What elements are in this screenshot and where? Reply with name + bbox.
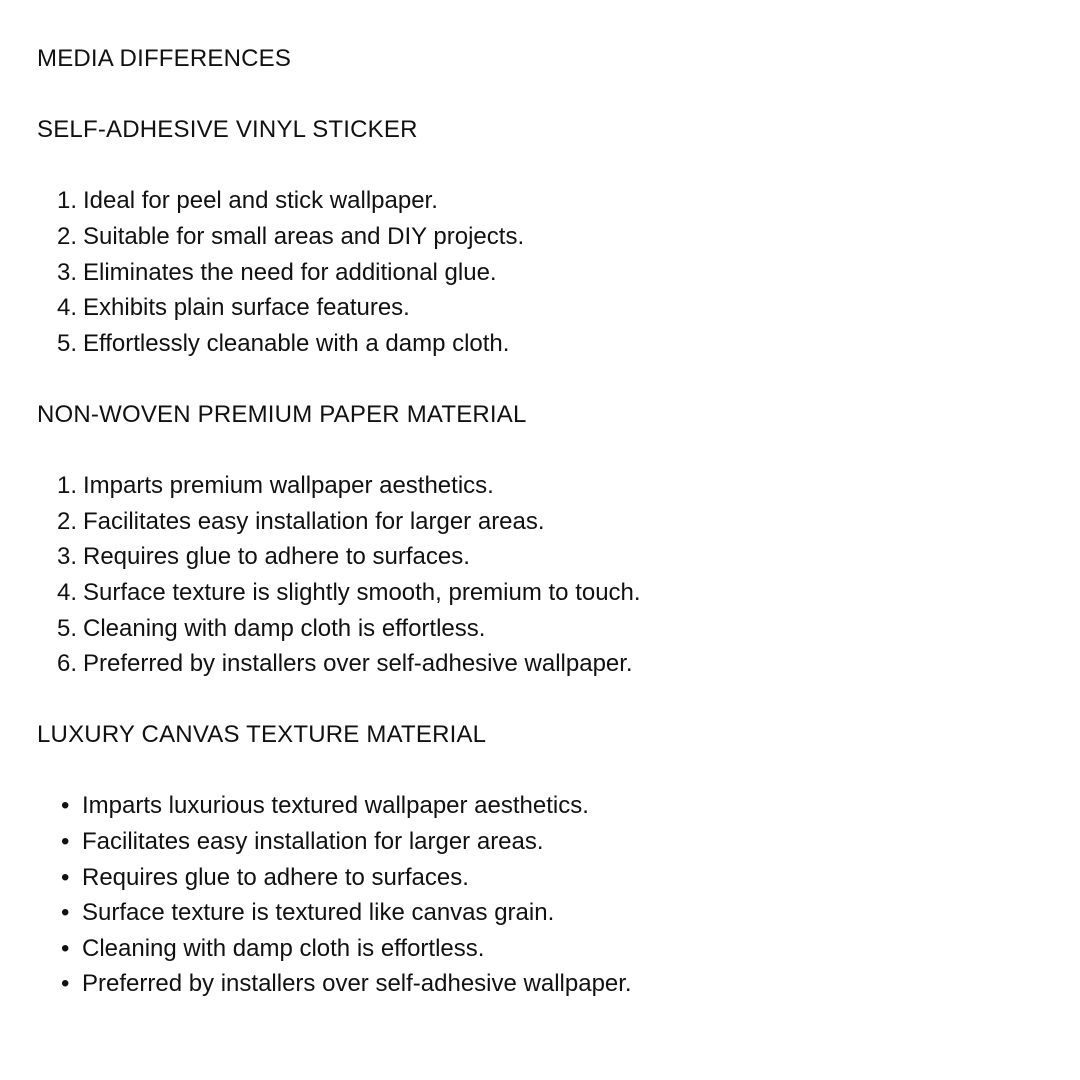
- list-item: [37, 824, 1050, 860]
- list-item-text: Cleaning with damp cloth is effortless.: [83, 614, 486, 642]
- list-number: 4.: [57, 578, 78, 606]
- section-heading: NON-WOVEN PREMIUM PAPER MATERIAL: [37, 400, 527, 428]
- list-item: [37, 255, 1050, 291]
- list-item-text: Suitable for small areas and DIY projects.: [83, 222, 525, 250]
- list-item: [37, 646, 1050, 682]
- list-number: 1.: [57, 187, 78, 215]
- list-item-text: Requires glue to adhere to surfaces.: [82, 863, 469, 891]
- list-item-text: Effortlessly cleanable with a damp cloth.: [83, 329, 510, 357]
- list-item-text: Requires glue to adhere to surfaces.: [83, 543, 470, 571]
- list-item: [37, 290, 1050, 326]
- list-number: 2.: [57, 507, 78, 535]
- section-heading: LUXURY CANVAS TEXTURE MATERIAL: [37, 721, 487, 749]
- section-self-adhesive-vinyl-sticker: [37, 112, 1050, 361]
- section-heading: SELF-ADHESIVE VINYL STICKER: [37, 116, 418, 144]
- ordered-list: [37, 468, 1050, 682]
- list-item-text: Surface texture is textured like canvas grain.: [82, 899, 555, 927]
- list-item: [37, 326, 1050, 362]
- list-item-text: Eliminates the need for additional glue.: [83, 258, 497, 286]
- list-number: 2.: [57, 222, 78, 250]
- list-item-text: Preferred by installers over self-adhesive wallpaper.: [83, 650, 633, 678]
- bullet-icon: •: [61, 934, 70, 962]
- bullet-icon: •: [61, 792, 70, 820]
- list-item-text: Surface texture is slightly smooth, premium to touch.: [83, 578, 641, 606]
- list-item-text: Imparts premium wallpaper aesthetics.: [83, 472, 494, 500]
- list-number: 6.: [57, 650, 78, 678]
- list-item: [37, 468, 1050, 504]
- bullet-icon: •: [61, 970, 70, 998]
- page-title: MEDIA DIFFERENCES: [37, 45, 292, 72]
- list-item-text: Ideal for peel and stick wallpaper.: [83, 187, 438, 215]
- list-item-text: Facilitates easy installation for larger areas.: [83, 507, 545, 535]
- list-item: [37, 788, 1050, 824]
- list-item-text: Imparts luxurious textured wallpaper aesthetics.: [82, 792, 589, 820]
- list-item: [37, 219, 1050, 255]
- list-number: 5.: [57, 329, 78, 357]
- list-item: [37, 611, 1050, 647]
- list-number: 5.: [57, 614, 78, 642]
- list-item: [37, 931, 1050, 967]
- list-item: [37, 539, 1050, 575]
- list-number: 3.: [57, 258, 78, 286]
- bullet-list: [37, 788, 1050, 1002]
- list-item-text: Cleaning with damp cloth is effortless.: [82, 934, 485, 962]
- bullet-icon: •: [61, 828, 70, 856]
- list-item: [37, 183, 1050, 219]
- ordered-list: [37, 183, 1050, 361]
- list-number: 3.: [57, 543, 78, 571]
- list-item-text: Exhibits plain surface features.: [83, 294, 410, 322]
- list-item-text: Facilitates easy installation for larger areas.: [82, 828, 544, 856]
- list-item: [37, 575, 1050, 611]
- bullet-icon: •: [61, 863, 70, 891]
- list-item: [37, 895, 1050, 931]
- section-non-woven-premium-paper: [37, 397, 1050, 682]
- list-item: [37, 504, 1050, 540]
- list-item: [37, 860, 1050, 896]
- section-luxury-canvas-texture: [37, 717, 1050, 1002]
- bullet-icon: •: [61, 899, 70, 927]
- list-item: [37, 966, 1050, 1002]
- list-number: 4.: [57, 294, 78, 322]
- list-number: 1.: [57, 472, 78, 500]
- list-item-text: Preferred by installers over self-adhesive wallpaper.: [82, 970, 632, 998]
